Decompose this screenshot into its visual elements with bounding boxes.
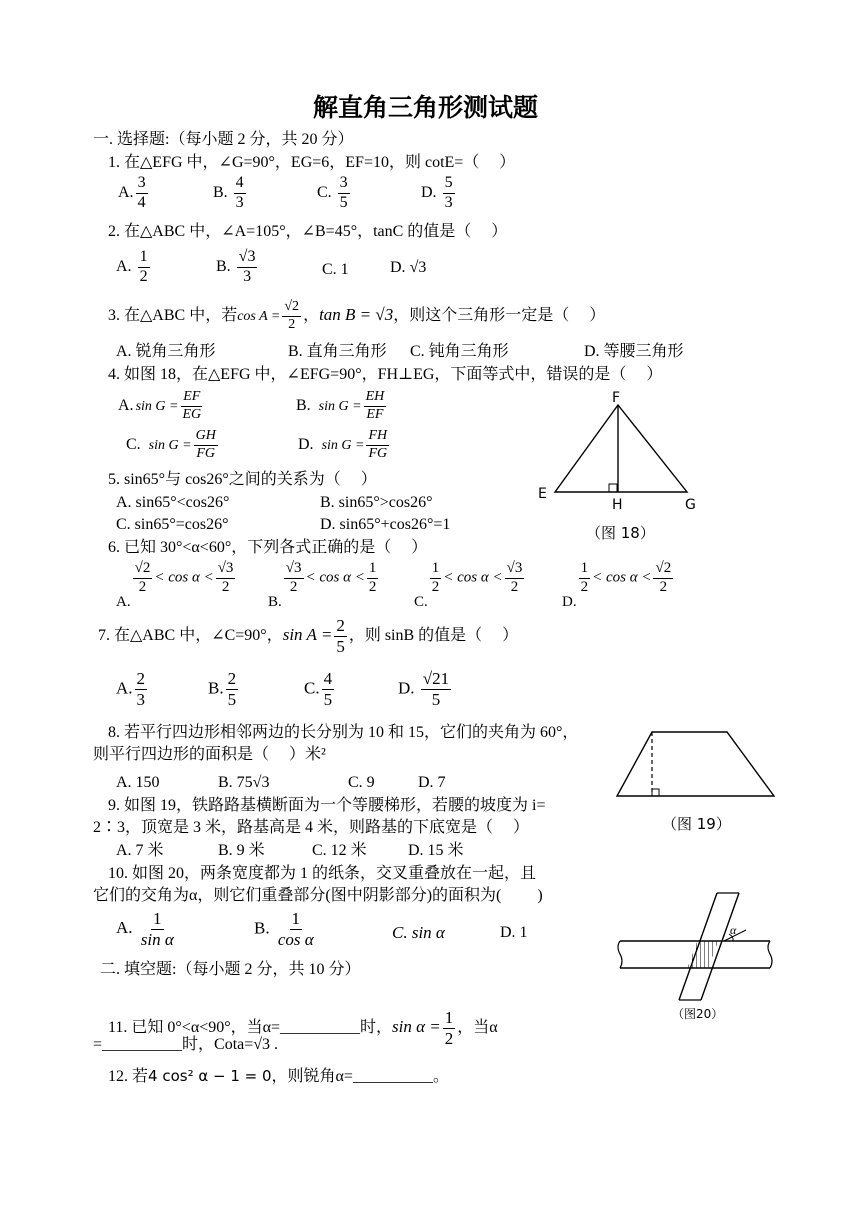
- fig19-caption: （图 19）: [662, 815, 731, 833]
- q6-stem: 6. 已知 30°<α<60°，下列各式正确的是（ ）: [108, 539, 428, 556]
- section-heading-fill: 二. 填空题:（每小题 2 分，共 10 分）: [100, 961, 361, 978]
- q3-option-d: D. 等腰三角形: [584, 343, 684, 360]
- page-title: 解直角三角形测试题: [313, 93, 539, 122]
- q7-option-d: D. $\frac{√21}{5}$: [398, 669, 450, 709]
- q1-option-b: B. $\frac{4}{3}$: [213, 174, 244, 211]
- q10-line1: 10. 如图 20，两条宽度都为 1 的纸条，交叉重叠放在一起，且: [108, 865, 537, 882]
- q4-option-d: D. sin G = $\frac{FH}{FG}$: [298, 428, 388, 461]
- figure-20-crossed-strips: [612, 880, 782, 1025]
- fig18-label-f: F: [612, 390, 621, 406]
- fig18-label-h: H: [612, 497, 623, 513]
- q2-option-a: A. $\frac{1}{2}$: [116, 248, 148, 285]
- q10-option-c: C. sin α: [392, 923, 445, 942]
- q9-option-b: B. 9 米: [218, 842, 265, 859]
- figure-18-triangle: [530, 388, 710, 548]
- q10-option-b: B. $\frac{1}{\text{cos α}}$: [254, 909, 314, 949]
- q10-option-a: A. $\frac{1}{\text{sin α}}$: [116, 909, 174, 949]
- figure-19-trapezoid: [612, 722, 782, 837]
- q8-option-b: B. 75√3: [218, 774, 270, 791]
- q6-option-a: A. $\frac{√2}{2}$ < cos α < $\frac{√3}{2}$: [116, 560, 234, 610]
- q4-option-a: A. sin G = $\frac{EF}{EG}$: [118, 389, 202, 422]
- fig18-label-g: G: [685, 497, 696, 513]
- q2-option-d: D. √3: [390, 259, 427, 276]
- q2-stem: 2. 在△ABC 中，∠A=105°，∠B=45°，tanC 的值是（ ）: [108, 223, 508, 240]
- q4-option-c: C. sin G = $\frac{GH}{FG}$: [126, 428, 216, 461]
- fig18-label-e: E: [538, 486, 547, 502]
- section-heading-choice: 一. 选择题:（每小题 2 分，共 20 分）: [93, 131, 354, 148]
- fig20-alpha-label: α: [730, 923, 737, 937]
- q5-option-b: B. sin65°>cos26°: [320, 494, 433, 511]
- q9-line1: 9. 如图 19，铁路路基横断面为一个等腰梯形，若腰的坡度为 i=: [108, 797, 546, 814]
- q5-option-c: C. sin65°=cos26°: [116, 516, 229, 533]
- q1-stem: 1. 在△EFG 中，∠G=90°，EG=6，EF=10，则 cotE=（ ）: [108, 154, 516, 171]
- q9-option-a: A. 7 米: [116, 842, 164, 859]
- q8-option-d: D. 7: [418, 774, 446, 791]
- q1-option-a: A. $\frac{3}{4}$: [118, 174, 146, 211]
- q3-option-a: A. 锐角三角形: [116, 343, 216, 360]
- q7-option-c: C. $\frac{4}{5}$: [304, 669, 333, 709]
- q7-stem: 7. 在△ABC 中，∠C=90°，sin A = $\frac{2}{5}$ ，则 sinB 的值是（ ）: [98, 616, 519, 656]
- q8-line2: 则平行四边形的面积是（ ）米²: [93, 746, 326, 763]
- q11-line2: =__________时，Cota=√3 .: [93, 1036, 279, 1053]
- q8-line1: 8. 若平行四边形相邻两边的长分别为 10 和 15，它们的夹角为 60°，: [108, 724, 579, 741]
- q10-line2: 它们的交角为α，则它们重叠部分(图中阴影部分)的面积为( ): [93, 887, 543, 904]
- q4-option-b: B. sin G = $\frac{EH}{EF}$: [296, 389, 385, 422]
- q5-option-a: A. sin65°<cos26°: [116, 494, 230, 511]
- q12-stem: 12. 若4 cos² α − 1 = 0，则锐角α=__________。: [108, 1067, 449, 1085]
- q8-option-a: A. 150: [116, 774, 160, 791]
- q11-line1: 11. 已知 0°<α<90°，当α=__________时，sin α = $\frac{1}{2}$ ，当α: [108, 1008, 498, 1048]
- q1-option-d: D. $\frac{5}{3}$: [421, 174, 453, 211]
- q1-option-c: C. $\frac{3}{5}$: [317, 174, 348, 211]
- q4-stem: 4. 如图 18，在△EFG 中，∠EFG=90°，FH⊥EG，下面等式中，错误的是（ ）: [108, 366, 663, 383]
- q6-option-b: B. $\frac{√3}{2}$ < cos α < $\frac{1}{2}$: [268, 560, 377, 610]
- q9-option-d: D. 15 米: [408, 842, 464, 859]
- fig18-caption: （图 18）: [586, 524, 655, 542]
- q6-option-c: C. $\frac{1}{2}$ < cos α < $\frac{√3}{2}$: [414, 560, 523, 610]
- q9-option-c: C. 12 米: [312, 842, 367, 859]
- q8-option-c: C. 9: [348, 774, 375, 791]
- q7-option-a: A. $\frac{2}{3}$: [116, 669, 146, 709]
- q10-option-d: D. 1: [500, 924, 528, 941]
- q3-option-b: B. 直角三角形: [288, 343, 387, 360]
- fig20-caption: （图20）: [672, 1007, 724, 1021]
- q5-option-d: D. sin65°+cos26°=1: [320, 516, 451, 533]
- q2-option-c: C. 1: [322, 261, 349, 278]
- q3-option-c: C. 钝角三角形: [410, 343, 509, 360]
- q5-stem: 5. sin65°与 cos26°之间的关系为（ ）: [108, 471, 377, 488]
- q7-option-b: B. $\frac{2}{5}$: [208, 669, 237, 709]
- q3-stem: 3. 在△ABC 中，若cos A = $\frac{√2}{2}$ ，tan B = √3，则这个三角形一定是（ ）: [108, 299, 606, 332]
- q2-option-b: B. $\frac{√3}{3}$: [216, 248, 256, 285]
- q9-line2: 2∶3，顶宽是 3 米，路基高是 4 米，则路基的下底宽是（ ）: [93, 819, 530, 836]
- q6-option-d: D. $\frac{1}{2}$ < cos α < $\frac{√2}{2}$: [562, 560, 672, 610]
